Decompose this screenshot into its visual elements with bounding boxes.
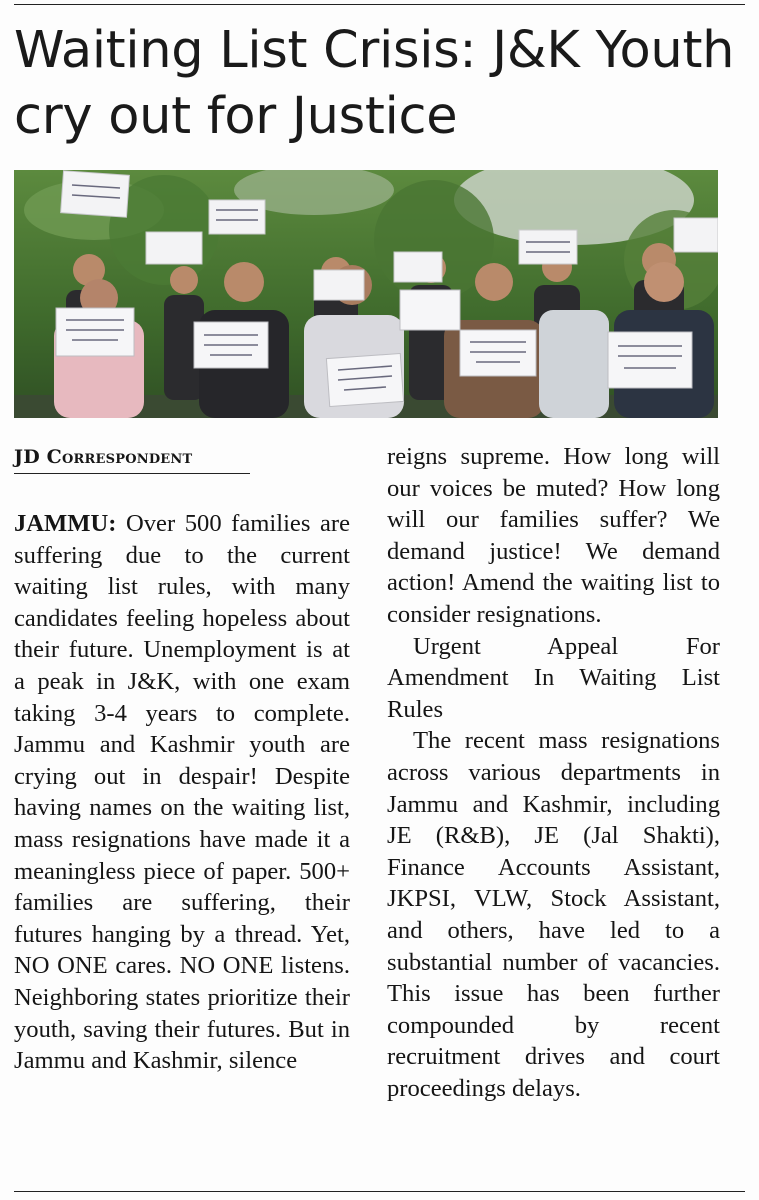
dateline: JAMMU: [14,510,117,537]
protest-photo [14,170,718,418]
article-column-right [387,441,720,1104]
lead-body: Over 500 families are suffering due to the current waiting list rules, with many candidates feeling hopeless about their future. Unemployment is at a peak in J&K, with one exam taking 3-4 years to complete. Jammu and Kashmir youth are crying out in despair! Despite having names on the waiting list, mass resignations have made it a meaningless piece of paper. 500+ families are suffering, their futures hanging by a thread. Yet, NO ONE cares. NO ONE listens. Neighboring states prioritize their youth, saving their futures. But in Jammu and Kashmir, silence [14,510,350,1075]
bottom-rule [14,1191,745,1192]
body-paragraph: The recent mass resignations across various departments in Jammu and Kashmir, including JE (R&B), JE (Jal Shakti), Finance Accounts Assistant, JKPSI, VLW, Stock Assistant, and others, have led to a substantial number of vacancies. This issue has been further compounded by recent recruitment drives and court proceedings delays. [387,727,720,1102]
continuation-paragraph: reigns supreme. How long will our voices be muted? How long will our families suffer? We demand justice! We demand action! Amend the waiting list to consider resignations. [387,443,720,628]
lead-paragraph [14,508,350,1077]
article-column-left [14,508,350,1077]
headline: Waiting List Crisis: J&K Youth cry out for Justice [14,21,735,146]
protest-photo-illustration [14,170,718,418]
subheading: Urgent Appeal For Amendment In Waiting List Rules [387,632,720,723]
byline: JD Correspondent [14,444,250,474]
top-rule [14,4,745,5]
